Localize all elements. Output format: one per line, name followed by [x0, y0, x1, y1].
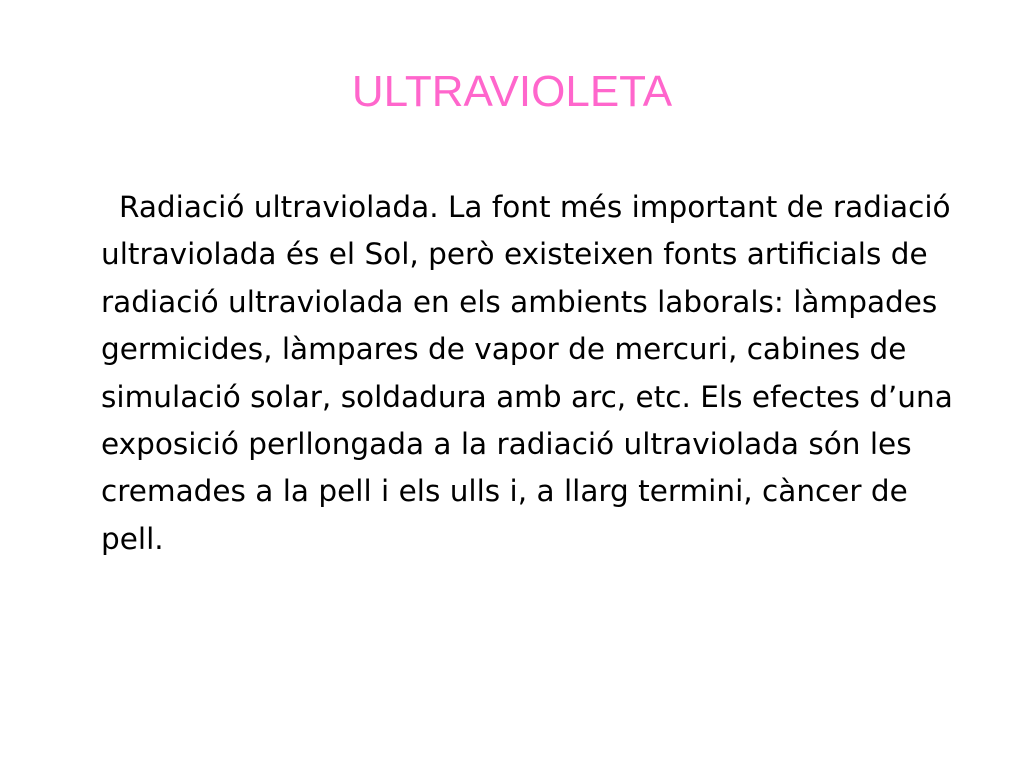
slide-title: ULTRAVIOLETA [351, 67, 673, 116]
slide-body-text: Radiació ultraviolada. La font més important de radiació ultraviolada és el Sol, però existeixen fonts artificials de radiació ultraviolada en els ambients laborals: làmpades germicides, làmpares de vapor de mercuri, cabines de simulació solar, soldadura amb arc, etc. Els efectes d’una exposició perllongada a la radiació ultraviolada són les cremades a la pell i els ulls i, a llarg termini, càncer de pell. [101, 190, 953, 556]
